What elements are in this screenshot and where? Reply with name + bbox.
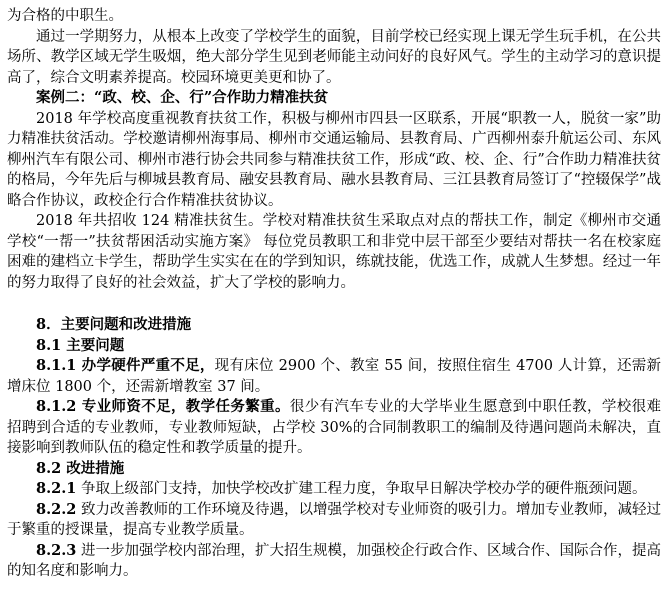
heading-text: 8.1 主要问题 [36,336,125,354]
item-8-1-2 [7,397,661,459]
paragraph-text: 2018 年学校高度重视教育扶贫工作，积极与柳州市四县一区联系，开展“职教一人，脱贫一家”助力精准扶贫活动。学校邀请柳州海事局、柳州市交通运输局、县教育局、广西柳州泰升航运公司、东风柳州汽车有限公司、柳州市港行协会共同参与精准扶贫工作，形成“政、校、企、行”合作助力精准扶贫的格局，今年先后与柳城县教育局、融安县教育局、融水县教育局、三江县教育局签订了“控辍保学”战略合作协议，政校企行合作精准扶贫协议。 [7,110,661,209]
section-8-2-heading [7,459,661,480]
heading-text: 8．主要问题和改进措施 [36,316,192,333]
paragraph-poverty-alleviation [7,109,661,212]
paragraph-semester-results [7,27,661,89]
case-two-heading [7,88,661,109]
item-text: 现有床位 2900 个、教室 55 间，按照住宿生 4700 人计算，还需新增床位 1800 个，还需新增教室 37 间。 [7,358,662,395]
heading-text: 案例二：“政、校、企、行”合作助力精准扶贫 [36,89,329,106]
paragraph-text: 2018 年共招收 124 精准扶贫生。学校对精准扶贫生采取点对点的帮扶工作，制定《柳州市交通学校“一帮一”扶贫帮困活动实施方案》 每位党员教职工和非党中层干部至少要结对帮扶一名在校家庭困难的建档立卡学生，帮助学生实实在在的学到知识，练就技能，优选工作，成就人生梦想。经过一年的努力取得了良好的社会效益，扩大了学校的影响力。 [7,213,661,291]
item-text: 很少有汽车专业的大学毕业生愿意到中职任教，学校很难招聘到合适的专业教师，专业教师短缺，占学校 30%的合同制教职工的编制及待遇问题尚未解决，直接影响到教师队伍的稳定性和教学质量的提升。 [7,399,661,456]
item-text: 进一步加强学校内部治理，扩大招生规模，加强校企行政合作、区域合作、国际合作，提高的知名度和影响力。 [7,542,661,579]
item-lead: 8.1.1 办学硬件严重不足， [36,357,215,374]
paragraph-continuation [7,6,661,27]
section-8-1-heading [7,336,661,357]
paragraph-text: 通过一学期努力，从根本上改变了学校学生的面貌，目前学校已经实现上课无学生玩手机，在公共场所、教学区域无学生吸烟，绝大部分学生见到老师能主动问好的良好风气。学生的主动学习的意识提高了，综合文明素养提高。校园环境更美更和协了。 [7,28,661,86]
paragraph-enrollment-2018 [7,211,661,293]
item-lead: 8.2.2 [36,500,77,518]
item-8-2-2 [7,500,661,541]
item-text: 致力改善教师的工作环境及待遇，以增强学校对专业师资的吸引力。增加专业教师，减轻过于繁重的授课量，提高专业教学质量。 [7,501,661,538]
item-lead: 8.2.3 [36,541,77,559]
item-text: 争取上级部门支持，加快学校改扩建工程力度，争取早日解决学校办学的硬件瓶颈问题。 [76,481,647,497]
item-8-2-3 [7,541,661,582]
section-8-heading [7,315,661,336]
item-lead: 8.1.2 专业师资不足，教学任务繁重。 [36,398,290,415]
section-spacer [7,293,661,315]
item-8-1-1 [7,356,661,397]
heading-text: 8.2 改进措施 [36,459,125,477]
paragraph-text: 为合格的中职生。 [7,8,123,24]
item-lead: 8.2.1 [36,480,77,497]
item-8-2-1 [7,479,661,500]
